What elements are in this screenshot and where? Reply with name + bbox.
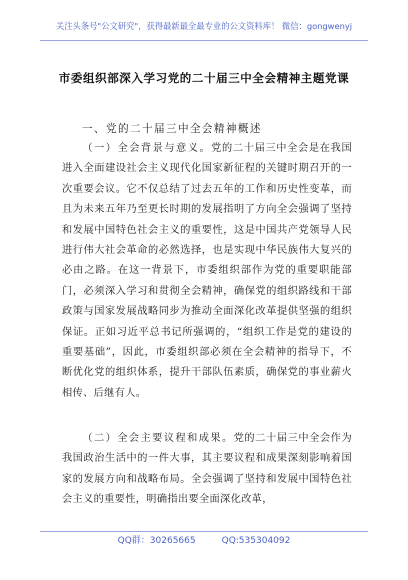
paragraph <box>62 139 352 404</box>
header-banner: 关注头条号"公文研究"，获得最新最全最专业的公文资料库！ 微信：gongwenyj <box>55 21 353 31</box>
header-divider <box>40 40 368 41</box>
paragraph-lead: （二）全会主要议程和成果。 <box>82 433 234 444</box>
paragraph-text: 党的二十届三中全会是在我国进入全面建设社会主义现代化国家新征程的关键时期召开的一次重要会议。它不仅总结了过去五年的工作和历史性变革，而且为未来五年乃至更长时期的发展指明了方向全会强调了坚持和发展中国特色社会主义的重要性，这是中国共产党领导人民进行伟大社会革命的必然选择，也是实现中华民族伟大复兴的必由之路。在这一背景下，市委组织部作为党的重要职能部门，必须深入学习和贯彻全会精神，确保党的组织路线和干部政策与国家发展战略同步为推动全面深化改革提供坚强的组织保证。正如习近平总书记所强调的，“组织工作是党的建设的重要基础”，因此，市委组织部必须在全会精神的指导下，不断优化党的组织体系，提升干部队伍素质，确保党的事业薪火相传、后继有人。 <box>62 143 352 399</box>
section-heading: 一、党的二十届三中全会精神概述 <box>82 123 262 135</box>
document-title: 市委组织部深入学习党的二十届三中全会精神主题党课 <box>58 71 350 85</box>
paragraph <box>62 429 352 511</box>
footer-divider <box>40 531 368 532</box>
paragraph-lead: （一）全会背景与意义。 <box>82 143 212 154</box>
footer-qq: QQ:535304092 <box>221 536 291 546</box>
paragraph-block <box>62 429 352 511</box>
paragraph-block <box>62 139 352 404</box>
paragraph-text: 党的二十届三中全会作为我国政治生活中的一件大事，其主要议程和成果深刻影响着国家的发展方向和战略布局。全会强调了坚持和发展中国特色社会主义的重要性，明确指出要全面深化改革， <box>62 433 352 506</box>
footer-qq-group: QQ群：30265665 <box>117 536 196 546</box>
footer <box>40 533 368 546</box>
